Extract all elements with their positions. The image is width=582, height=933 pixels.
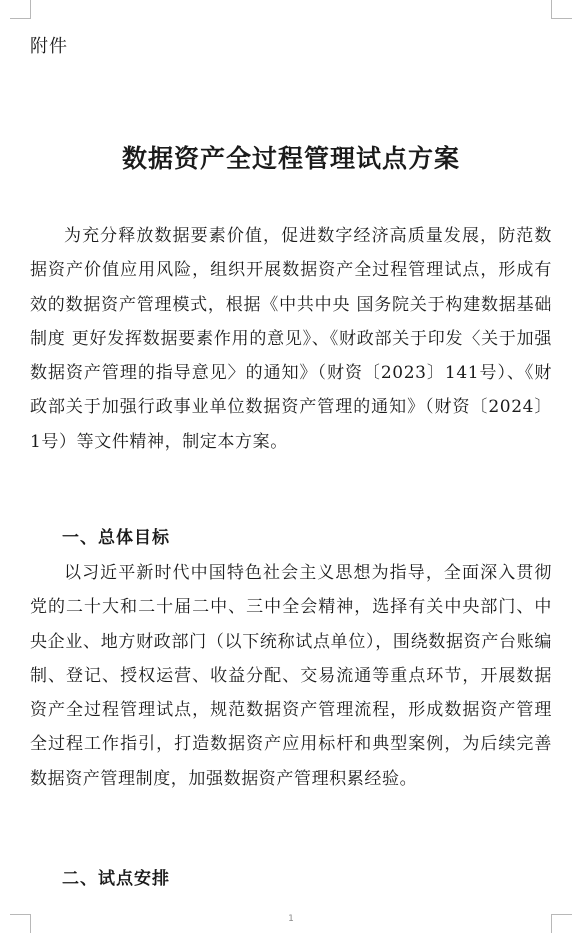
crop-mark-top-right [551,0,572,19]
document-title: 数据资产全过程管理试点方案 [121,144,460,173]
section-heading-overall-goal: 一、总体目标 [62,528,170,548]
intro-paragraph: 为充分释放数据要素价值，促进数字经济高质量发展，防范数据资产价值应用风险，组织开展数据资产全过程管理试点，形成有效的数据资产管理模式，根据《中共中央 国务院关于构建数据基础制度 更好发挥数据要素作用的意见》、《财政部关于印发〈关于加强数据资产管理的指导意见〉的通知》（财资〔2023〕141号）、《财政部关于加强行政事业单位数据资产管理的通知》（财资〔2024〕1号）等文件精神，制定本方案。 [30,226,552,452]
page-number: 1 [288,914,294,924]
attachment-label: 附件 [30,36,68,57]
section-heading-pilot-arrangement: 二、试点安排 [62,869,170,889]
crop-mark-top-left [10,0,31,19]
section-paragraph-overall-goal: 以习近平新时代中国特色社会主义思想为指导，全面深入贯彻党的二十大和二十届二中、三中全会精神，选择有关中央部门、中央企业、地方财政部门（以下统称试点单位），围绕数据资产台账编制、登记、授权运营、收益分配、交易流通等重点环节，开展数据资产全过程管理试点，规范数据资产管理流程，形成数据资产管理全过程工作指引，打造数据资产应用标杆和典型案例，为后续完善数据资产管理制度，加强数据资产管理积累经验。 [30,563,552,789]
